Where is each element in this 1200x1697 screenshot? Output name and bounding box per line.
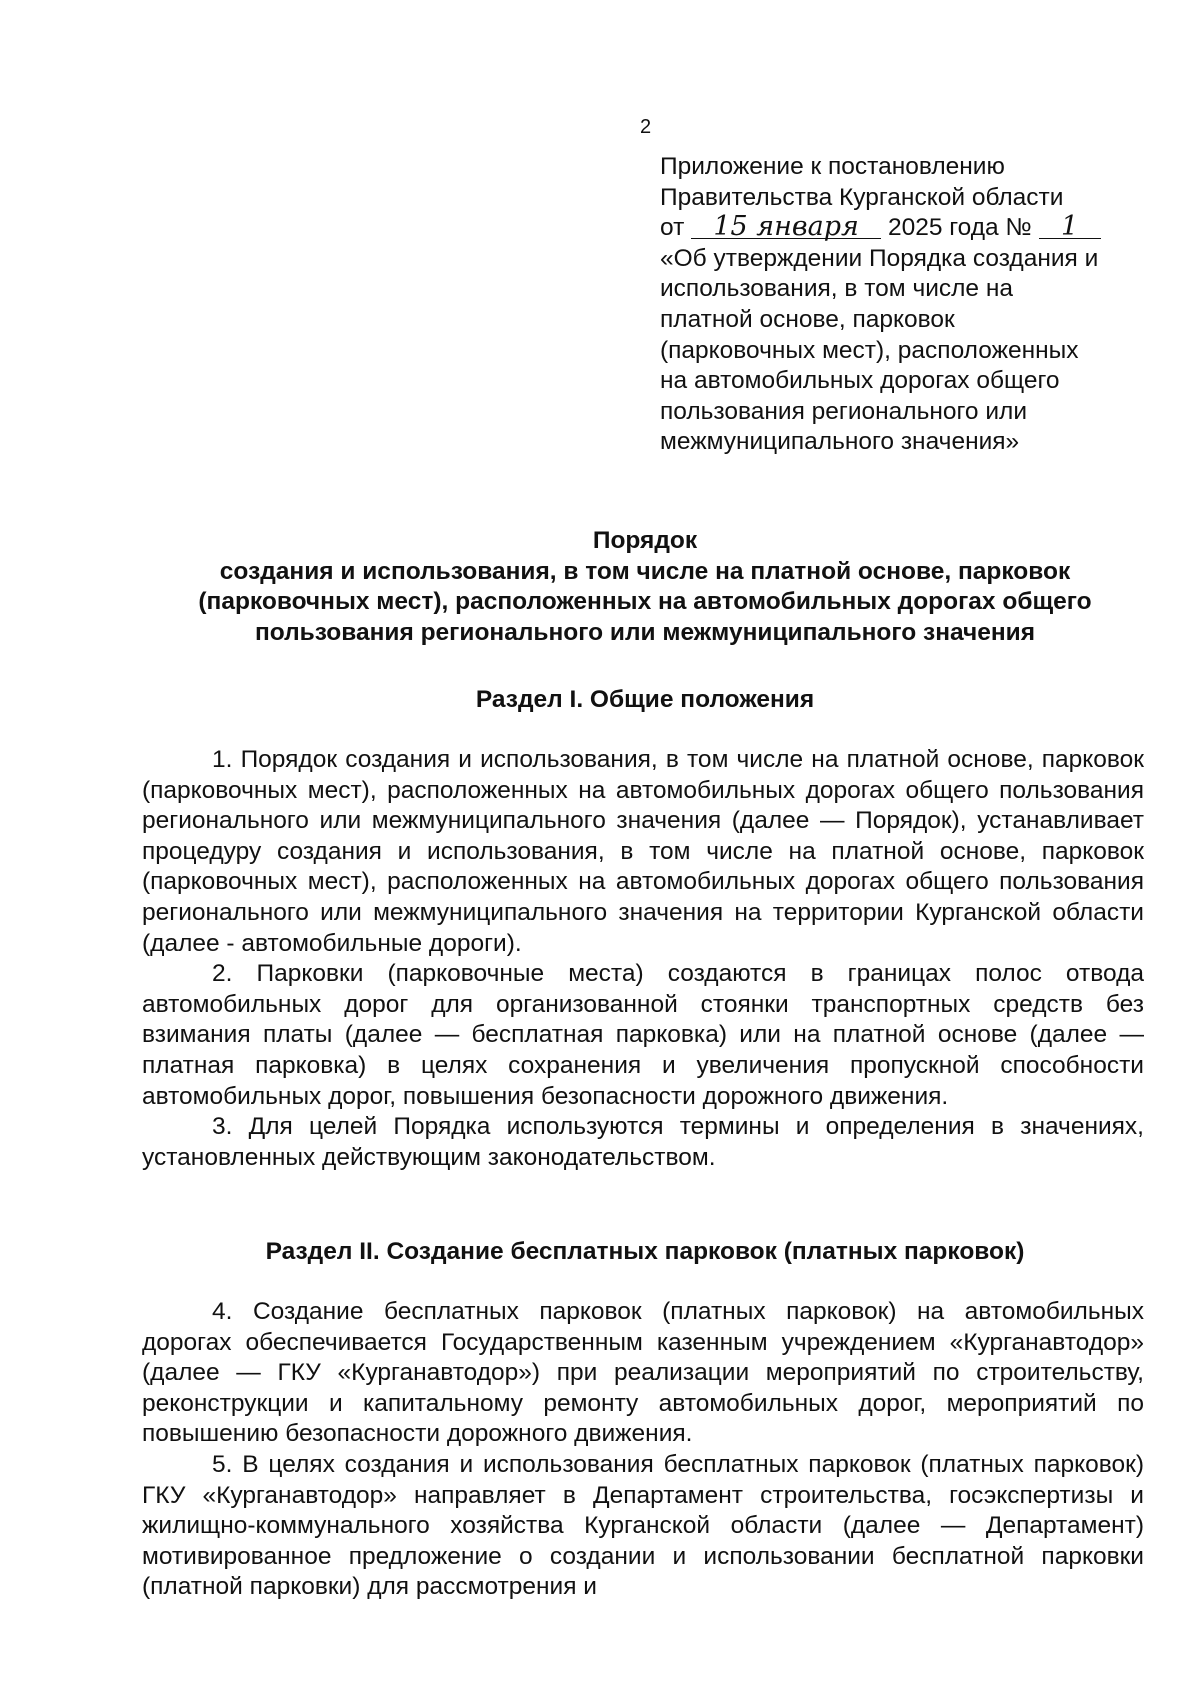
paragraph-2: 2. Парковки (парковочные места) создаются в границах полос отвода автомобильных дорог для организованной стоянки транспортных средств без взимания платы (далее — бесплатная парковка) или на платной основе (далее — платная парковка) в целях сохранения и увеличения пропускной способности автомобильных дорог, повышения безопасности дорожного движения. [142,960,1144,1110]
handwritten-date: 15 января [691,216,881,239]
page-number: 2 [640,116,652,138]
section-1-heading: Раздел I. Общие положения [475,686,815,713]
appendix-line: платной основе, парковок [660,305,955,333]
document-title [140,526,1150,648]
appendix-line: пользования регионального или [660,397,1028,425]
date-prefix: от [660,214,685,242]
paragraph-5: 5. В целях создания и использования бесплатных парковок (платных парковок) ГКУ «Курганавтодор» направляет в Департамент строительства, госэкспертизы и жилищно-коммунального хозяйства Курганской области (далее — Департамент) мотивированное предложение о создании и использовании бесплатной парковки (платной парковки) для рассмотрения и [142,1450,1144,1601]
section-1-body [142,745,1144,1173]
section-2-body [142,1297,1144,1603]
appendix-line: использования, в том числе на [660,275,1014,303]
section-2-heading: Раздел II. Создание бесплатных парковок (платных парковок) [265,1238,1025,1265]
appendix-block [660,152,1130,458]
appendix-line: межмуниципального значения» [660,428,1020,456]
paragraph-3: 3. Для целей Порядка используются термины и определения в значениях, установленных действующим законодательством. [142,1113,1144,1171]
appendix-line: Приложение к постановлению [660,153,1005,180]
appendix-line: Правительства Курганской области [660,183,1064,211]
title-line: (парковочных мест), расположенных на автомобильных дорогах общего [198,588,1092,616]
paragraph-1: 1. Порядок создания и использования, в том числе на платной основе, парковок (парковочных мест), расположенных на автомобильных дорогах общего пользования регионального или межмуниципального значения (далее — Порядок), устанавливает процедуру создания и использования, в том числе на платной основе, парковок (парковочных мест), расположенных на автомобильных дорогах общего пользования регионального или межмуниципального значения на территории Курганской области (далее - автомобильные дороги). [142,746,1144,957]
paragraph-4: 4. Создание бесплатных парковок (платных парковок) на автомобильных дорогах обеспечивается Государственным казенным учреждением «Курганавтодор» (далее — ГКУ «Курганавтодор») при реализации мероприятий по строительству, реконструкции и капитальному ремонту автомобильных дорог, мероприятий по повышению безопасности дорожного движения. [142,1298,1144,1448]
title-line: создания и использования, в том числе на платной основе, парковок [219,557,1071,585]
handwritten-number: 1 [1039,216,1101,239]
title-line: пользования регионального или межмуниципального значения [254,618,1036,646]
title-line: Порядок [592,527,698,554]
year-text: 2025 года № [887,214,1032,242]
appendix-date-line [660,213,1130,244]
appendix-line: (парковочных мест), расположенных [660,336,1079,364]
appendix-line: «Об утверждении Порядка создания и [660,244,1099,272]
appendix-line: на автомобильных дорогах общего [660,367,1060,395]
